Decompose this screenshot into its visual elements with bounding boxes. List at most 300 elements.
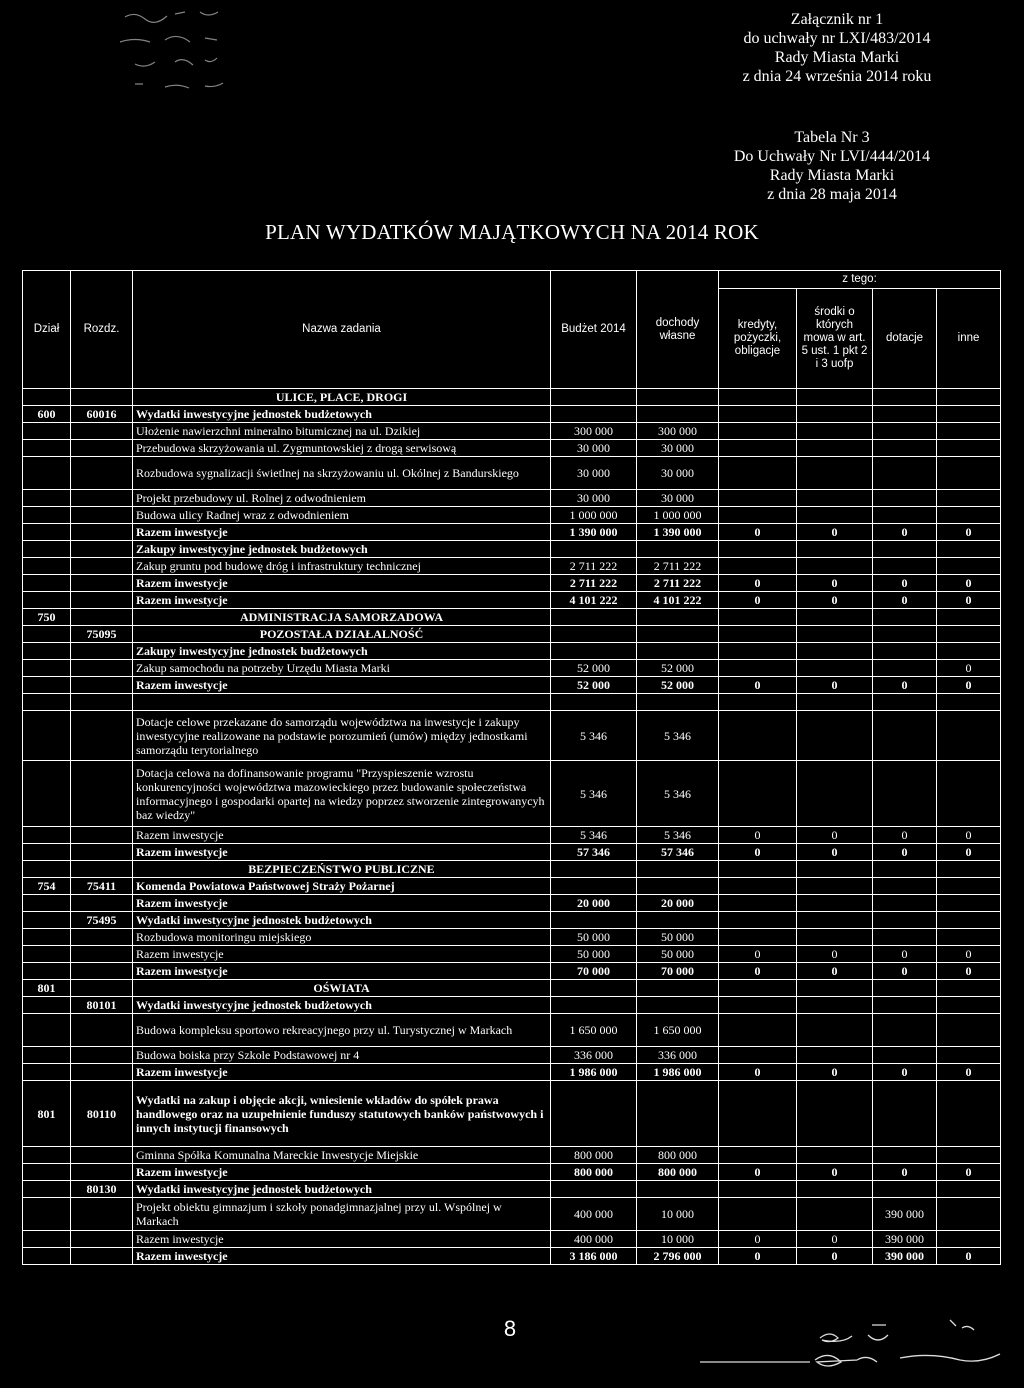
cell-srodki: 0 (797, 844, 873, 861)
cell-budzet: 57 346 (551, 844, 637, 861)
table-ref-line-4: z dnia 28 maja 2014 (767, 186, 897, 203)
cell-dochody (637, 1181, 719, 1198)
cell-dzial (23, 423, 71, 440)
cell-rozdzial (71, 827, 133, 844)
cell-kredyty: 0 (719, 1064, 797, 1081)
table-row (23, 711, 1001, 761)
cell-dochody: 300 000 (637, 423, 719, 440)
cell-task-name: ADMINISTRACJA SAMORZADOWA (133, 609, 551, 626)
cell-rozdzial: 75095 (71, 626, 133, 643)
cell-task-name: Wydatki inwestycyjne jednostek budżetowych (133, 912, 551, 929)
cell-dzial (23, 844, 71, 861)
cell-inne (937, 1147, 1001, 1164)
cell-dzial (23, 1198, 71, 1231)
cell-dzial (23, 895, 71, 912)
cell-budzet: 400 000 (551, 1198, 637, 1231)
cell-dochody: 52 000 (637, 660, 719, 677)
table-row (23, 844, 1001, 861)
cell-task-name: BEZPIECZEŃSTWO PUBLICZNE (133, 861, 551, 878)
cell-dzial (23, 1231, 71, 1248)
cell-srodki: 0 (797, 963, 873, 980)
cell-inne: 0 (937, 1164, 1001, 1181)
table-row (23, 440, 1001, 457)
cell-task-name: Razem inwestycje (133, 844, 551, 861)
cell-inne (937, 912, 1001, 929)
cell-dotacje (873, 389, 937, 406)
cell-task-name: Wydatki na zakup i objęcie akcji, wniesienie wkładów do spółek prawa handlowego oraz na uzupełnienie funduszy statutowych banków państwowych i innych instytucji finansowych (133, 1081, 551, 1147)
cell-inne: 0 (937, 1248, 1001, 1265)
cell-dotacje (873, 878, 937, 895)
cell-budzet (551, 389, 637, 406)
col-header-kredyty: kredyty, pożyczki, obligacje (719, 289, 797, 389)
table-row (23, 1248, 1001, 1265)
cell-task-name: Zakupy inwestycyjne jednostek budżetowych (133, 643, 551, 660)
cell-rozdzial: 80110 (71, 1081, 133, 1147)
table-ref-line-2: Do Uchwały Nr LVI/444/2014 (733, 148, 931, 165)
cell-budzet (551, 406, 637, 423)
page-number: 8 (503, 1316, 517, 1341)
table-row (23, 1198, 1001, 1231)
cell-rozdzial (71, 457, 133, 490)
cell-srodki (797, 490, 873, 507)
table-row (23, 643, 1001, 660)
cell-inne (937, 1081, 1001, 1147)
cell-task-name: Budowa kompleksu sportowo rekreacyjnego przy ul. Turystycznej w Markach (133, 1014, 551, 1047)
cell-dotacje (873, 912, 937, 929)
cell-srodki (797, 912, 873, 929)
cell-task-name: Zakupy inwestycyjne jednostek budżetowych (133, 541, 551, 558)
table-row (23, 912, 1001, 929)
cell-rozdzial: 60016 (71, 406, 133, 423)
table-row (23, 1081, 1001, 1147)
cell-srodki (797, 997, 873, 1014)
cell-dotacje (873, 643, 937, 660)
cell-rozdzial (71, 609, 133, 626)
cell-task-name: Razem inwestycje (133, 963, 551, 980)
cell-dochody: 5 346 (637, 711, 719, 761)
cell-dotacje (873, 1147, 937, 1164)
cell-rozdzial (71, 711, 133, 761)
cell-kredyty (719, 878, 797, 895)
cell-rozdzial (71, 1047, 133, 1064)
cell-srodki: 0 (797, 524, 873, 541)
cell-kredyty (719, 406, 797, 423)
cell-dzial (23, 626, 71, 643)
cell-rozdzial (71, 592, 133, 609)
cell-inne (937, 440, 1001, 457)
cell-srodki (797, 440, 873, 457)
cell-srodki: 0 (797, 827, 873, 844)
cell-rozdzial (71, 963, 133, 980)
cell-srodki (797, 861, 873, 878)
cell-inne (937, 423, 1001, 440)
cell-rozdzial (71, 861, 133, 878)
cell-srodki (797, 609, 873, 626)
table-row (23, 406, 1001, 423)
cell-rozdzial (71, 929, 133, 946)
cell-srodki (797, 929, 873, 946)
table-row (23, 878, 1001, 895)
cell-budzet: 800 000 (551, 1164, 637, 1181)
cell-budzet: 50 000 (551, 929, 637, 946)
cell-kredyty (719, 1181, 797, 1198)
cell-inne (937, 878, 1001, 895)
cell-budzet: 3 186 000 (551, 1248, 637, 1265)
cell-dzial (23, 1248, 71, 1265)
cell-budzet (551, 626, 637, 643)
cell-dotacje (873, 895, 937, 912)
cell-kredyty (719, 457, 797, 490)
cell-dochody: 20 000 (637, 895, 719, 912)
cell-dotacje (873, 1014, 937, 1047)
cell-task-name: Rozbudowa sygnalizacji świetlnej na skrzyżowaniu ul. Okólnej z Bandurskiego (133, 457, 551, 490)
cell-kredyty (719, 423, 797, 440)
cell-kredyty (719, 507, 797, 524)
cell-rozdzial (71, 1231, 133, 1248)
col-header-dotacje: dotacje (873, 289, 937, 389)
cell-srodki (797, 980, 873, 997)
table-row (23, 929, 1001, 946)
cell-dochody: 2 711 222 (637, 575, 719, 592)
cell-dochody (637, 406, 719, 423)
cell-task-name: Komenda Powiatowa Państwowej Straży Pożarnej (133, 878, 551, 895)
cell-dochody: 10 000 (637, 1231, 719, 1248)
cell-dochody: 70 000 (637, 963, 719, 980)
cell-dzial (23, 541, 71, 558)
cell-budzet: 52 000 (551, 660, 637, 677)
cell-inne (937, 389, 1001, 406)
cell-srodki (797, 761, 873, 827)
cell-dotacje: 0 (873, 963, 937, 980)
cell-dzial (23, 1047, 71, 1064)
cell-rozdzial: 75495 (71, 912, 133, 929)
cell-budzet (551, 1081, 637, 1147)
cell-dotacje: 0 (873, 677, 937, 694)
cell-kredyty (719, 440, 797, 457)
table-reference-header (712, 128, 952, 204)
cell-dzial (23, 946, 71, 963)
cell-dotacje: 0 (873, 827, 937, 844)
cell-budzet: 2 711 222 (551, 558, 637, 575)
cell-task-name: Projekt obiektu gimnazjum i szkoły ponadgimnazjalnej przy ul. Wspólnej w Markach (133, 1198, 551, 1231)
cell-task-name: Zakup gruntu pod budowę dróg i infrastruktury technicznej (133, 558, 551, 575)
cell-rozdzial (71, 524, 133, 541)
cell-task-name: Razem inwestycje (133, 1064, 551, 1081)
table-row (23, 1014, 1001, 1047)
table-row (23, 1064, 1001, 1081)
cell-dotacje (873, 423, 937, 440)
col-header-srodki: środki o których mowa w art. 5 ust. 1 pkt 2 i 3 uofp (797, 289, 873, 389)
cell-dotacje: 390 000 (873, 1231, 937, 1248)
cell-inne: 0 (937, 946, 1001, 963)
table-row (23, 575, 1001, 592)
cell-dochody: 10 000 (637, 1198, 719, 1231)
cell-dzial: 754 (23, 878, 71, 895)
table-row (23, 1181, 1001, 1198)
cell-inne (937, 761, 1001, 827)
cell-budzet (551, 1181, 637, 1198)
cell-budzet: 1 000 000 (551, 507, 637, 524)
cell-srodki: 0 (797, 1248, 873, 1265)
cell-task-name: Dotacje celowe przekazane do samorządu województwa na inwestycje i zakupy inwestycyjne realizowane na podstawie porozumień (umów) między jednostkami samorządu terytorialnego (133, 711, 551, 761)
cell-srodki (797, 389, 873, 406)
cell-dotacje (873, 761, 937, 827)
cell-rozdzial (71, 660, 133, 677)
cell-kredyty (719, 761, 797, 827)
cell-dzial (23, 558, 71, 575)
cell-task-name: Razem inwestycje (133, 895, 551, 912)
cell-dzial (23, 507, 71, 524)
cell-rozdzial: 80101 (71, 997, 133, 1014)
cell-kredyty (719, 1198, 797, 1231)
cell-srodki: 0 (797, 677, 873, 694)
cell-dotacje (873, 1081, 937, 1147)
cell-dochody (637, 609, 719, 626)
cell-task-name: Razem inwestycje (133, 1248, 551, 1265)
table-row (23, 895, 1001, 912)
cell-inne: 0 (937, 827, 1001, 844)
cell-dotacje: 0 (873, 575, 937, 592)
table-row (23, 1047, 1001, 1064)
col-header-rozdz: Rozdz. (71, 271, 133, 389)
cell-kredyty (719, 997, 797, 1014)
table-ref-line-1: Tabela Nr 3 (794, 129, 870, 146)
cell-dochody: 57 346 (637, 844, 719, 861)
cell-srodki (797, 1047, 873, 1064)
cell-task-name: Budowa ulicy Radnej wraz z odwodnieniem (133, 507, 551, 524)
cell-budzet: 1 390 000 (551, 524, 637, 541)
cell-dotacje: 0 (873, 1164, 937, 1181)
cell-dzial (23, 389, 71, 406)
cell-dochody: 50 000 (637, 929, 719, 946)
cell-inne (937, 1231, 1001, 1248)
cell-inne (937, 1014, 1001, 1047)
cell-inne: 0 (937, 844, 1001, 861)
cell-dzial (23, 1181, 71, 1198)
cell-dzial (23, 711, 71, 761)
cell-rozdzial (71, 1147, 133, 1164)
cell-dochody (637, 1081, 719, 1147)
cell-rozdzial (71, 677, 133, 694)
table-row (23, 694, 1001, 711)
cell-task-name: Ułożenie nawierzchni mineralno bitumicznej na ul. Dzikiej (133, 423, 551, 440)
cell-dotacje (873, 694, 937, 711)
cell-srodki (797, 878, 873, 895)
cell-budzet: 30 000 (551, 440, 637, 457)
cell-dotacje (873, 558, 937, 575)
cell-kredyty: 0 (719, 677, 797, 694)
cell-dotacje (873, 490, 937, 507)
cell-budzet (551, 878, 637, 895)
cell-dotacje: 0 (873, 946, 937, 963)
table-row (23, 507, 1001, 524)
cell-task-name: Projekt przebudowy ul. Rolnej z odwodnieniem (133, 490, 551, 507)
cell-task-name: Wydatki inwestycyjne jednostek budżetowych (133, 406, 551, 423)
cell-kredyty (719, 912, 797, 929)
cell-kredyty (719, 895, 797, 912)
cell-srodki (797, 1081, 873, 1147)
cell-budzet: 4 101 222 (551, 592, 637, 609)
cell-task-name: OŚWIATA (133, 980, 551, 997)
cell-srodki (797, 507, 873, 524)
table-row (23, 423, 1001, 440)
cell-kredyty (719, 711, 797, 761)
cell-dotacje (873, 997, 937, 1014)
cell-rozdzial (71, 507, 133, 524)
cell-task-name: Razem inwestycje (133, 592, 551, 609)
cell-budzet (551, 997, 637, 1014)
cell-rozdzial (71, 946, 133, 963)
table-row (23, 609, 1001, 626)
cell-dochody (637, 389, 719, 406)
cell-srodki: 0 (797, 592, 873, 609)
cell-dochody: 800 000 (637, 1164, 719, 1181)
cell-task-name: Razem inwestycje (133, 1164, 551, 1181)
cell-inne (937, 626, 1001, 643)
cell-rozdzial (71, 895, 133, 912)
cell-dochody: 30 000 (637, 457, 719, 490)
cell-kredyty: 0 (719, 575, 797, 592)
cell-srodki: 0 (797, 1231, 873, 1248)
cell-srodki (797, 558, 873, 575)
cell-srodki (797, 660, 873, 677)
cell-dzial (23, 660, 71, 677)
cell-kredyty (719, 626, 797, 643)
cell-task-name: Razem inwestycje (133, 827, 551, 844)
page-title: PLAN WYDATKÓW MAJĄTKOWYCH NA 2014 ROK (265, 220, 759, 244)
cell-dzial (23, 592, 71, 609)
cell-rozdzial (71, 1248, 133, 1265)
cell-budzet: 52 000 (551, 677, 637, 694)
cell-kredyty (719, 490, 797, 507)
cell-inne (937, 457, 1001, 490)
cell-dzial: 600 (23, 406, 71, 423)
cell-task-name: Razem inwestycje (133, 575, 551, 592)
cell-kredyty (719, 389, 797, 406)
cell-dotacje (873, 929, 937, 946)
cell-dzial (23, 912, 71, 929)
table-row (23, 761, 1001, 827)
cell-dochody: 1 390 000 (637, 524, 719, 541)
cell-dochody (637, 997, 719, 1014)
cell-rozdzial (71, 440, 133, 457)
cell-task-name: Razem inwestycje (133, 1231, 551, 1248)
cell-rozdzial (71, 490, 133, 507)
cell-budzet: 800 000 (551, 1147, 637, 1164)
cell-inne: 0 (937, 1064, 1001, 1081)
cell-dochody (637, 861, 719, 878)
cell-inne (937, 541, 1001, 558)
cell-kredyty: 0 (719, 1248, 797, 1265)
cell-dotacje (873, 1047, 937, 1064)
cell-dochody (637, 643, 719, 660)
cell-rozdzial: 80130 (71, 1181, 133, 1198)
cell-inne (937, 1198, 1001, 1231)
cell-task-name: Wydatki inwestycyjne jednostek budżetowych (133, 1181, 551, 1198)
cell-inne: 0 (937, 524, 1001, 541)
cell-kredyty (719, 861, 797, 878)
cell-rozdzial (71, 1164, 133, 1181)
cell-rozdzial (71, 558, 133, 575)
cell-kredyty: 0 (719, 592, 797, 609)
cell-kredyty (719, 1047, 797, 1064)
cell-task-name: Gminna Spółka Komunalna Mareckie Inwestycje Miejskie (133, 1147, 551, 1164)
cell-rozdzial (71, 541, 133, 558)
cell-task-name: Rozbudowa monitoringu miejskiego (133, 929, 551, 946)
cell-inne: 0 (937, 963, 1001, 980)
cell-task-name: Razem inwestycje (133, 946, 551, 963)
cell-srodki: 0 (797, 946, 873, 963)
cell-inne (937, 980, 1001, 997)
cell-kredyty: 0 (719, 844, 797, 861)
cell-inne (937, 558, 1001, 575)
cell-rozdzial (71, 575, 133, 592)
cell-rozdzial (71, 844, 133, 861)
cell-budzet (551, 980, 637, 997)
cell-srodki (797, 541, 873, 558)
cell-inne: 0 (937, 575, 1001, 592)
cell-kredyty: 0 (719, 1231, 797, 1248)
cell-dochody: 336 000 (637, 1047, 719, 1064)
table-ref-line-3: Rady Miasta Marki (769, 167, 895, 184)
cell-dochody: 5 346 (637, 827, 719, 844)
cell-dotacje: 390 000 (873, 1248, 937, 1265)
table-row (23, 558, 1001, 575)
cell-dzial (23, 490, 71, 507)
cell-dochody: 50 000 (637, 946, 719, 963)
cell-dotacje (873, 457, 937, 490)
cell-dotacje (873, 507, 937, 524)
cell-budzet: 1 650 000 (551, 1014, 637, 1047)
cell-rozdzial (71, 694, 133, 711)
table-row (23, 827, 1001, 844)
cell-dotacje: 0 (873, 524, 937, 541)
cell-rozdzial (71, 389, 133, 406)
cell-kredyty: 0 (719, 963, 797, 980)
cell-budzet (551, 912, 637, 929)
cell-dochody: 2 796 000 (637, 1248, 719, 1265)
table-row (23, 389, 1001, 406)
cell-inne (937, 490, 1001, 507)
cell-budzet (551, 643, 637, 660)
cell-budzet: 50 000 (551, 946, 637, 963)
cell-inne (937, 1181, 1001, 1198)
cell-dotacje (873, 609, 937, 626)
cell-inne (937, 694, 1001, 711)
attachment-header (722, 10, 952, 86)
cell-srodki (797, 423, 873, 440)
cell-dochody: 2 711 222 (637, 558, 719, 575)
cell-dzial (23, 1014, 71, 1047)
cell-kredyty (719, 1147, 797, 1164)
cell-rozdzial (71, 643, 133, 660)
cell-srodki (797, 1198, 873, 1231)
cell-dzial (23, 694, 71, 711)
cell-budzet: 300 000 (551, 423, 637, 440)
cell-dzial (23, 1164, 71, 1181)
col-header-inne: inne (937, 289, 1001, 389)
cell-dzial (23, 761, 71, 827)
cell-rozdzial (71, 1014, 133, 1047)
cell-inne (937, 609, 1001, 626)
cell-kredyty (719, 541, 797, 558)
cell-dzial (23, 963, 71, 980)
attachment-line-1: Załącznik nr 1 (790, 11, 884, 28)
cell-kredyty (719, 1081, 797, 1147)
cell-budzet: 30 000 (551, 457, 637, 490)
cell-kredyty (719, 643, 797, 660)
cell-dochody: 1 986 000 (637, 1064, 719, 1081)
